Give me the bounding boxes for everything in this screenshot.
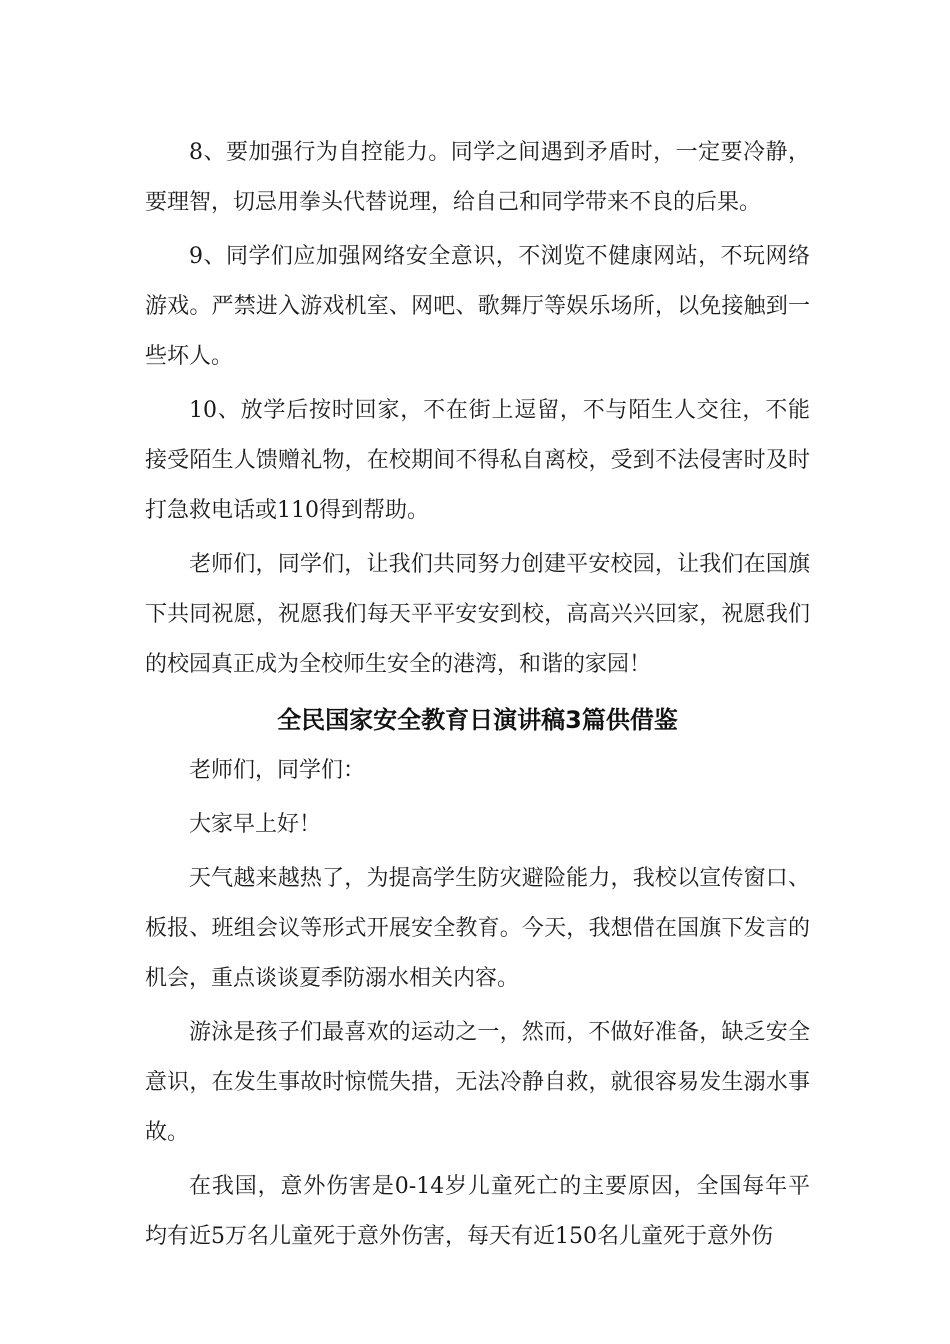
paragraph-statistics: 在我国，意外伤害是0-14岁儿童死亡的主要原因，全国每年平均有近5万名儿童死于意外伤害，每天有近150名儿童死于意外伤 (145, 1174, 810, 1249)
salutation: 老师们，同学们： (189, 758, 366, 783)
paragraph-item-9: 9、同学们应加强网络安全意识，不浏览不健康网站，不玩网络游戏。严禁进入游戏机室、网吧、歌舞厅等娱乐场所，以免接触到一些坏人。 (145, 244, 810, 369)
paragraph-item-10: 10、放学后按时回家，不在街上逗留，不与陌生人交往，不能接受陌生人馈赠礼物，在校期间不得私自离校，受到不法侵害时及时打急救电话或110得到帮助。 (145, 398, 810, 523)
document-body (145, 128, 810, 1266)
paragraph-swimming: 游泳是孩子们最喜欢的运动之一，然而，不做好准备，缺乏安全意识，在发生事故时惊慌失措，无法冷静自救，就很容易发生溺水事故。 (145, 1020, 810, 1145)
section-title: 全民国家安全教育日演讲稿3篇供借鉴 (277, 706, 678, 734)
greeting: 大家早上好！ (189, 812, 322, 837)
paragraph-item-8: 8、要加强行为自控能力。同学之间遇到矛盾时，一定要冷静，要理智，切忌用拳头代替说理，给自己和同学带来不良的后果。 (145, 140, 810, 215)
paragraph-intro: 天气越来越热了，为提高学生防灾避险能力，我校以宣传窗口、板报、班组会议等形式开展安全教育。今天，我想借在国旗下发言的机会，重点谈谈夏季防溺水相关内容。 (145, 866, 810, 991)
closing-paragraph: 老师们，同学们，让我们共同努力创建平安校园，让我们在国旗下共同祝愿，祝愿我们每天平平安安到校，高高兴兴回家，祝愿我们的校园真正成为全校师生安全的港湾，和谐的家园！ (145, 552, 810, 677)
